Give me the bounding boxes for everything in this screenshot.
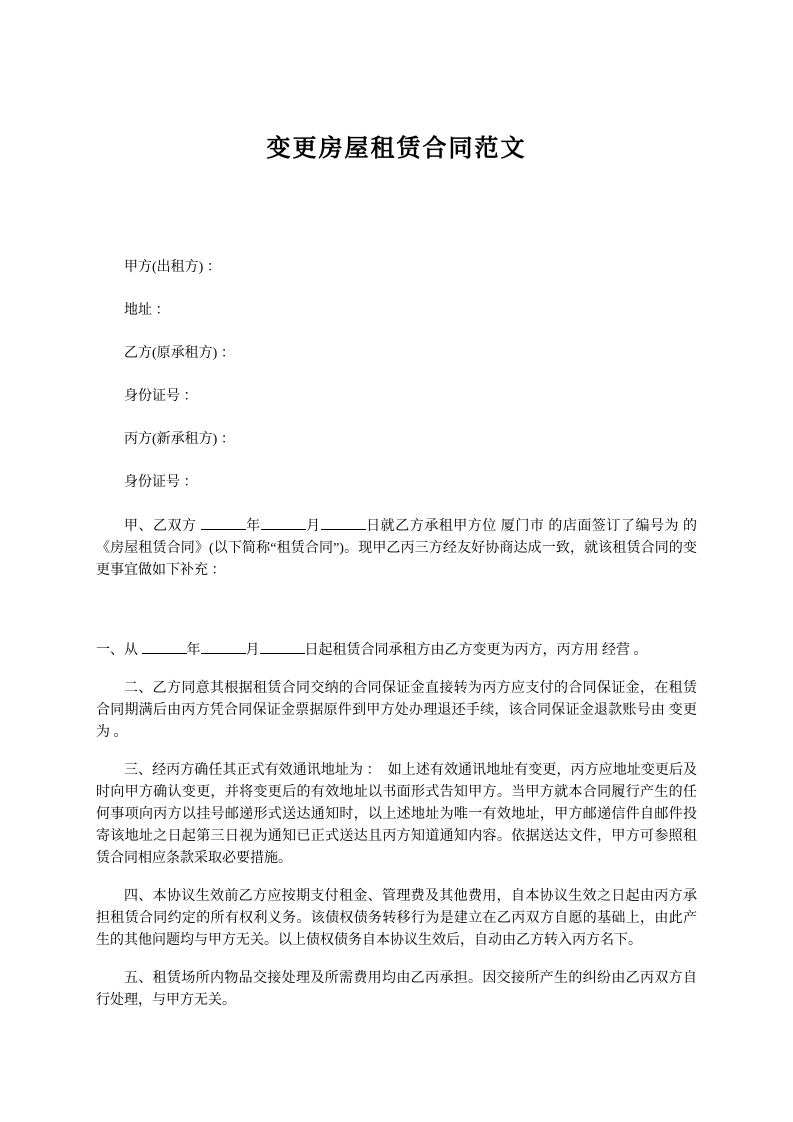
intro-paragraph — [96, 516, 697, 582]
intro-text-tail: 日就乙方承租甲方位 厦门市 的店面签订了编号为 的《房屋租赁合同》(以下简称“租赁合同”)。现甲乙丙三方经友好协商达成一致，就该租赁合同的变更事宜做如下补充 ： — [96, 519, 698, 578]
intro-year-label: 年 — [245, 519, 261, 534]
clause-3-paragraph: 三、经丙方确任其正式有效通讯地址为 ： 如上述有效通讯地址有变更，丙方应地址变更后及时向甲方确认变更，并将变更后的有效地址以书面形式告知甲方。当甲方就本合同履行产生的任何事项向丙方以挂号邮递形式送达通知时，以上述地址为唯一有效地址，甲方邮递信件自邮件投寄该地址之日起第三日视为通知已正式送达且丙方知道通知内容。依据送达文件，甲方可参照租赁合同相应条款采取必要措施。 — [96, 763, 697, 866]
clause-1-year-label: 年 — [186, 643, 201, 658]
clause-1-text-tail: 日起租赁合同承租方由乙方变更为丙方，丙方用 经营 。 — [304, 643, 648, 658]
clause-5-paragraph: 五、租赁场所内物品交接处理及所需费用均由乙丙承担。因交接所产生的纠纷由乙丙双方自行处理，与甲方无关。 — [96, 971, 697, 1008]
clause-1-text-lead: 一、从 — [96, 643, 142, 658]
day-blank-underline — [321, 516, 366, 530]
party-a-label: 甲方(出租方) ： — [124, 260, 221, 275]
month-blank-underline — [261, 516, 306, 530]
document-title: 变更房屋租赁合同范文 — [266, 135, 527, 162]
party-c-label: 丙方(新承租方) ： — [124, 432, 235, 447]
clause-1-month-blank-underline — [201, 640, 246, 654]
party-c-id-label: 身份证号 ： — [124, 475, 198, 490]
clause-2-paragraph: 二、乙方同意其根据租赁合同交纳的合同保证金直接转为丙方应支付的合同保证金，在租赁合同期满后由丙方凭合同保证金票据原件到甲方处办理退还手续，该合同保证金退款账号由 变更为 。 — [96, 681, 697, 740]
intro-month-label: 月 — [305, 519, 321, 534]
party-b-label: 乙方(原承租方) ： — [124, 346, 235, 361]
clause-1-month-label: 月 — [245, 643, 260, 658]
clause-1-year-blank-underline — [142, 640, 187, 654]
clause-4-paragraph: 四、本协议生效前乙方应按期支付租金、管理费及其他费用，自本协议生效之日起由丙方承担租赁合同约定的所有权利义务。该债权债务转移行为是建立在乙丙双方自愿的基础上，由此产生的其他问题均与甲方无关。以上债权债务自本协议生效后，自动由乙方转入丙方名下。 — [96, 889, 697, 948]
clause-1-paragraph — [96, 640, 697, 662]
address-label: 地址 ： — [124, 303, 170, 318]
clause-1-day-blank-underline — [260, 640, 305, 654]
party-b-id-label: 身份证号 ： — [124, 389, 198, 404]
intro-text-lead: 甲、乙双方 — [124, 519, 201, 534]
year-blank-underline — [201, 516, 246, 530]
